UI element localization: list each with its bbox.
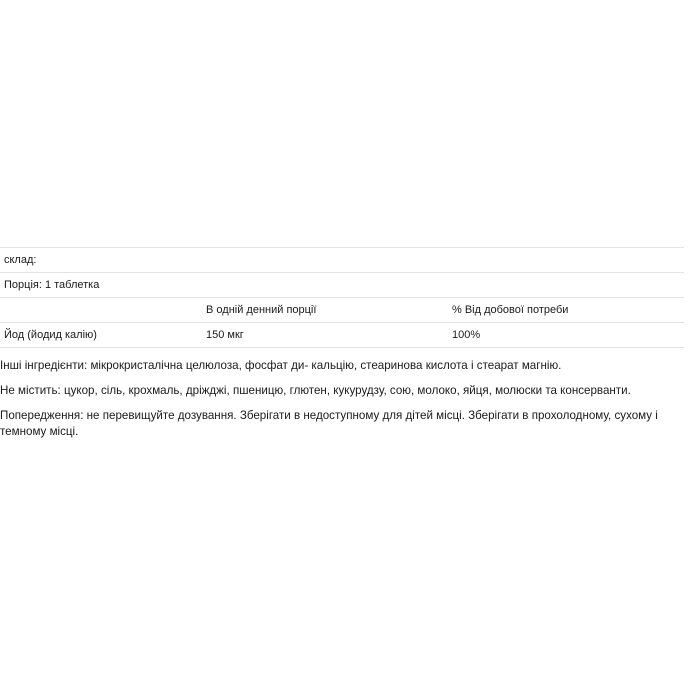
- supplement-facts-table: [0, 247, 684, 348]
- table-row: [0, 323, 684, 348]
- other-ingredients-text: Інші інгредієнти: мікрокристалічна целюлоза, фосфат ди- кальцію, стеаринова кислота і стеарат магнію.: [0, 359, 562, 372]
- header-per-serving: В одній денний порції: [202, 298, 448, 323]
- serving-row: [0, 273, 684, 298]
- table-header-row: [0, 298, 684, 323]
- serving-size-label: Порція: 1 таблетка: [0, 273, 684, 298]
- header-empty-cell: [0, 298, 202, 323]
- ingredient-amount: 150 мкг: [202, 323, 448, 348]
- composition-label: склад:: [0, 248, 684, 273]
- warning-text: Попередження: не перевищуйте дозування. Зберігати в недоступному для дітей місці. Зберігати в прохолодному, сухому і темному місці.: [0, 409, 658, 438]
- ingredient-daily-percent: 100%: [448, 323, 684, 348]
- ingredient-name: Йод (йодид калію): [0, 323, 202, 348]
- notes-section: [0, 358, 684, 449]
- does-not-contain-text: Не містить: цукор, сіль, крохмаль, дріжджі, пшеницю, глютен, кукурудзу, сою, молоко, яйця, молюски та консерванти.: [0, 384, 631, 397]
- header-daily-value: % Від добової потреби: [448, 298, 684, 323]
- composition-row: [0, 248, 684, 273]
